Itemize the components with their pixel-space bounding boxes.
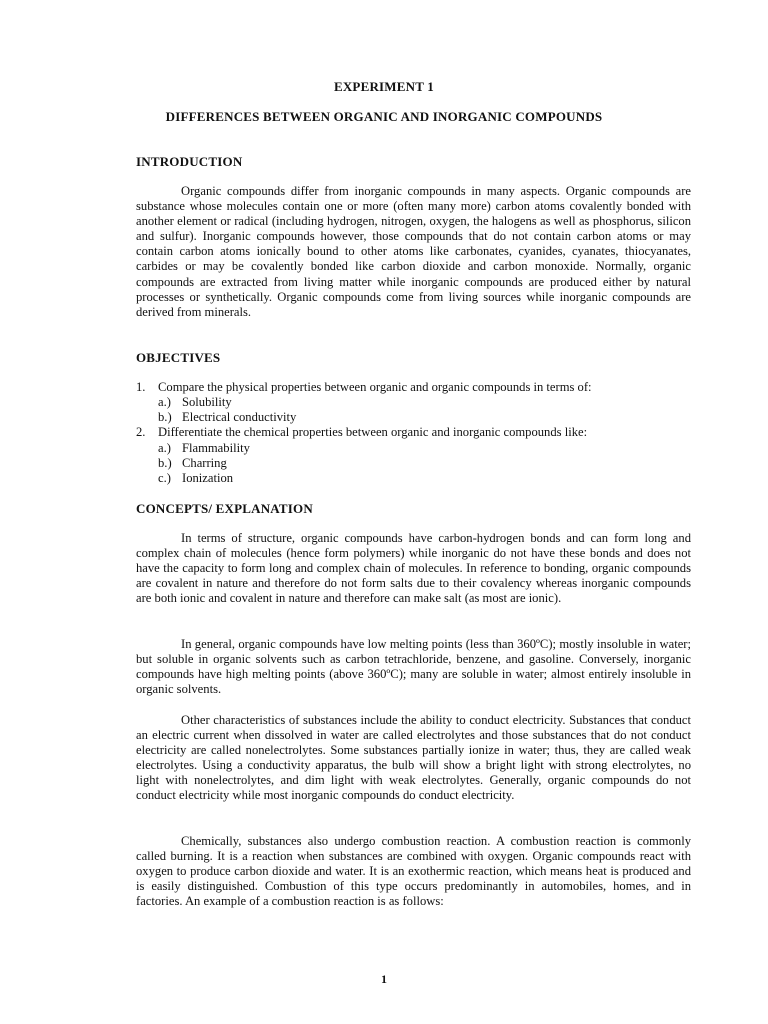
subitem-text: Charring [182,456,227,470]
objective-number: 1. [136,380,146,394]
objective-subitem [158,471,233,486]
introduction-heading: INTRODUCTION [136,154,243,169]
objective-subitem [158,441,250,456]
subitem-text: Electrical conductivity [182,410,297,424]
objectives-heading: OBJECTIVES [136,350,221,365]
subitem-text: Flammability [182,441,250,455]
objective-subitem [158,395,232,410]
objective-item [136,425,587,440]
concepts-paragraph: In terms of structure, organic compounds have carbon-hydrogen bonds and can form long and complex chain of molecules (hence form polymers) while inorganic do not have these bonds and does not have the capacity to form long and complex chain of molecules. In reference to bonding, organic compounds are covalent in nature and therefore do not form salts due to their covalency whereas inorganic compounds are both ionic and covalent in nature and therefore can make salt (as most are ionic). [136,531,691,606]
page-number: 1 [381,972,387,986]
main-title: DIFFERENCES BETWEEN ORGANIC AND INORGANIC COMPOUNDS [165,109,603,124]
subitem-text: Ionization [182,471,234,485]
subitem-marker: c.) [158,471,171,485]
objective-text: Compare the physical properties between organic and organic compounds in terms of: [158,380,592,394]
subitem-marker: a.) [158,441,171,455]
subitem-marker: b.) [158,456,172,470]
concepts-paragraph: Other characteristics of substances include the ability to conduct electricity. Substances that conduct an electric current when dissolved in water are called electrolytes and those substances that do not conduct electricity are called nonelectrolytes. Some substances partially ionize in water; thus, they are called weak electrolytes. Using a conductivity apparatus, the bulb will show a bright light with strong electrolytes, no light with nonelectrolytes, and dim light with weak electrolytes. Generally, organic compounds do not conduct electricity while most inorganic compounds do conduct electricity. [136,713,691,803]
objective-subitem [158,410,296,425]
concepts-paragraph: In general, organic compounds have low melting points (less than 360ºC); mostly insoluble in water; but soluble in organic solvents such as carbon tetrachloride, benzene, and gasoline. Conversely, inorganic compounds have high melting points (above 360ºC); many are soluble in water; almost entirely insoluble in organic solvents. [136,637,691,697]
objective-number: 2. [136,425,146,439]
subitem-text: Solubility [182,395,232,409]
concepts-heading: CONCEPTS/ EXPLANATION [136,501,313,516]
introduction-paragraph: Organic compounds differ from inorganic compounds in many aspects. Organic compounds are substance whose molecules contain one or more (often many more) carbon atoms covalently bonded with another element or radical (including hydrogen, nitrogen, oxygen, the halogens as well as phosphorus, silicon and sulfur). Inorganic compounds however, those compounds that do not contain carbon atoms or may contain carbon atoms ionically bound to other atoms like carbonates, cyanides, cyanates, thiocyanates, carbides or may be covalently bonded like carbon dioxide and carbon monoxide. Normally, organic compounds are extracted from living matter while inorganic compounds are produced either by natural processes or synthetically. Organic compounds come from living sources while inorganic compounds are derived from minerals. [136,184,691,319]
objective-subitem [158,456,227,471]
subitem-marker: a.) [158,395,171,409]
experiment-title: EXPERIMENT 1 [333,79,435,94]
concepts-paragraph: Chemically, substances also undergo combustion reaction. A combustion reaction is commonly called burning. It is a reaction when substances are combined with oxygen. Organic compounds react with oxygen to produce carbon dioxide and water. It is an exothermic reaction, which means heat is produced and is easily distinguished. Combustion of this type occurs predominantly in automobiles, homes, and in factories. An example of a combustion reaction is as follows: [136,834,691,909]
objective-item [136,380,592,395]
subitem-marker: b.) [158,410,172,424]
objective-text: Differentiate the chemical properties between organic and inorganic compounds like: [158,425,588,439]
